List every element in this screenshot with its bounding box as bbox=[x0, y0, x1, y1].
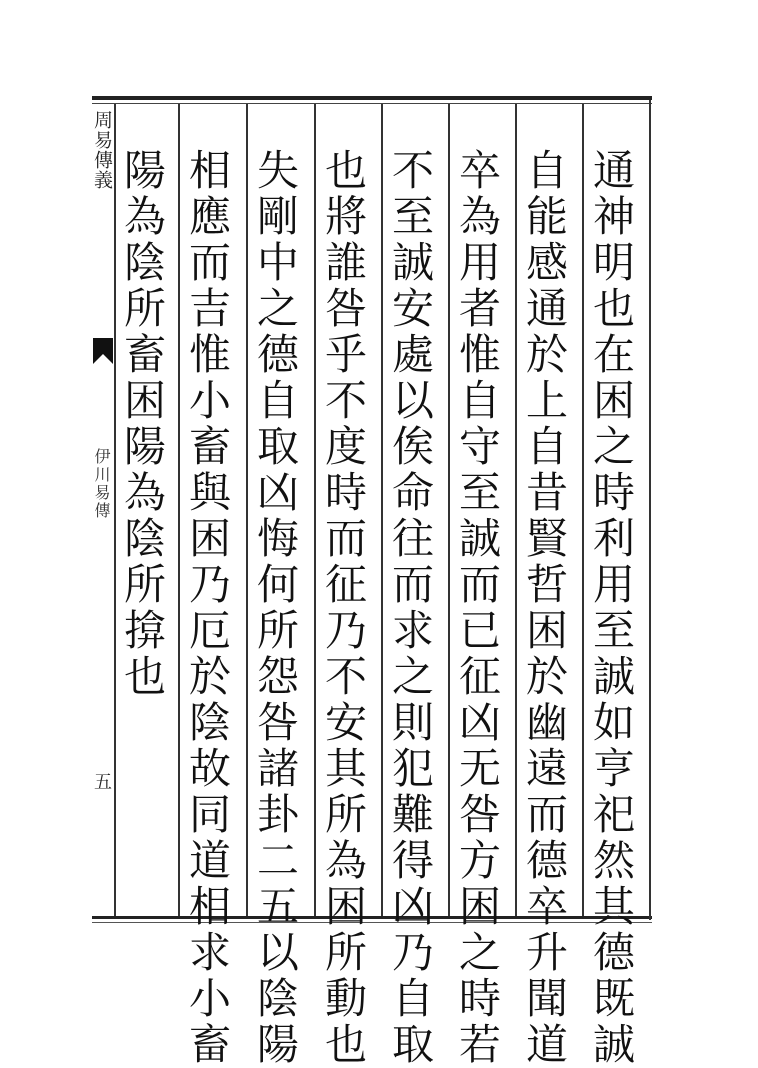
margin-divider bbox=[114, 104, 116, 916]
column-divider bbox=[582, 104, 584, 916]
text-column-7: 相應而吉惟小畜與困乃厄於陰故同道相求小畜 bbox=[183, 148, 232, 1068]
column-divider bbox=[314, 104, 316, 916]
column-divider bbox=[448, 104, 450, 916]
text-column-1: 通神明也在困之時利用至誠如亨祀然其德既誠 bbox=[587, 148, 636, 1068]
text-column-8: 陽為陰所畜困陽為陰所揜也 bbox=[118, 148, 167, 700]
column-divider bbox=[515, 104, 517, 916]
page-number: 五 bbox=[91, 772, 112, 790]
text-column-2: 自能感通於上自昔賢哲困於幽遠而德卒升聞道 bbox=[520, 148, 569, 1068]
fishtail-icon bbox=[93, 338, 113, 364]
text-column-6: 失剛中之德自取凶悔何所怨咎諸卦二五以陰陽 bbox=[251, 148, 300, 1068]
column-divider bbox=[246, 104, 248, 916]
column-divider bbox=[381, 104, 383, 916]
top-border-inner bbox=[92, 103, 652, 104]
right-border bbox=[649, 100, 651, 920]
text-column-3: 卒為用者惟自守至誠而已征凶无咎方困之時若 bbox=[453, 148, 502, 1068]
text-column-5: 也將誰咎乎不度時而征乃不安其所為困所動也 bbox=[319, 148, 368, 1068]
text-column-4: 不至誠安處以俟命往而求之則犯難得凶乃自取 bbox=[386, 148, 435, 1068]
book-title: 周易傳義 bbox=[91, 110, 113, 190]
chapter-title: 伊川易傳 bbox=[92, 448, 111, 520]
top-border bbox=[92, 96, 652, 100]
column-divider bbox=[178, 104, 180, 916]
